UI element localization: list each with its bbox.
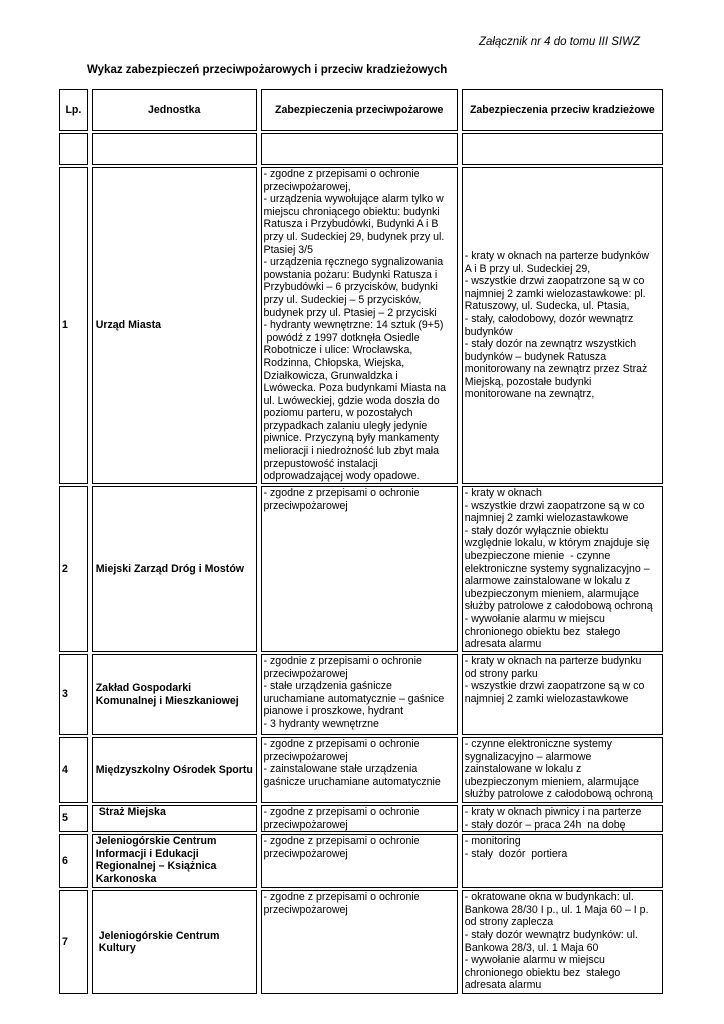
fire-protection-line: gaśnicze uruchamiane automatycznie — [263, 775, 441, 788]
theft-protection-line: służby patrolowe z całodobową ochroną — [464, 600, 653, 613]
fire-protection-line: przeciwpożarowej — [263, 903, 348, 916]
table-row — [59, 834, 663, 888]
fire-protection-cell — [261, 654, 458, 735]
fire-protection-line: pianowe i proszkowe, hydrant — [263, 705, 404, 718]
fire-protection-cell — [261, 834, 458, 888]
theft-protection-line: zainstalowane w lokalu z — [464, 763, 582, 776]
row-number: 3 — [59, 654, 88, 735]
theft-protection-cell — [462, 834, 663, 888]
fire-protection-cell — [261, 805, 458, 832]
row-number: 4 — [59, 737, 88, 803]
fire-protection-line: poziomu parteru, w pozostałych — [263, 407, 413, 420]
fire-protection-line: Działkowicza, Grunwaldzka i — [263, 369, 398, 382]
theft-protection-cell — [462, 805, 663, 832]
empty-row — [59, 133, 663, 165]
theft-protection-cell — [462, 737, 663, 803]
fire-protection-line: piwnice. Przyczyną były mankamenty — [263, 432, 439, 445]
fire-protection-line: przeciwpożarowej — [263, 499, 348, 512]
row-number: 5 — [59, 805, 88, 832]
theft-protection-line: ubezpieczone mienie - czynne — [464, 549, 611, 562]
theft-protection-cell — [462, 486, 663, 652]
row-number: 1 — [59, 167, 88, 484]
fire-protection-line: - zgodne z przepisami o ochronie — [263, 738, 420, 750]
unit-name: Jeleniogórskie Centrum Kultury — [92, 890, 257, 994]
fire-protection-line: przy ul. Sudeckiej – 5 przycisków, — [263, 293, 422, 306]
fire-protection-line: - zgodne z przepisami o ochronie — [263, 891, 420, 904]
fire-protection-line: Ptasiej 3/5 — [263, 243, 313, 256]
theft-protection-line: - kraty w oknach piwnicy i na parterze — [464, 806, 642, 818]
fire-protection-line: Przybudówki – 6 przycisków, budynki — [263, 281, 438, 294]
fire-protection-line: - urządzenia ręcznego sygnalizowania — [263, 256, 444, 269]
fire-protection-line: przepustowość instalacji — [263, 457, 378, 470]
fire-protection-line: Robotnicze i ulice: Wrocławska, — [263, 344, 413, 357]
security-table — [59, 89, 663, 994]
column-header-unit: Jednostka — [92, 89, 257, 131]
theft-protection-line: budynków – budynek Ratusza — [464, 350, 607, 363]
table-row — [59, 486, 663, 652]
theft-protection-line: - wszystkie drzwi zaopatrzone są w co — [464, 275, 645, 288]
column-header-fire: Zabezpieczenia przeciwpożarowe — [261, 89, 458, 131]
theft-protection-line: - czynne elektroniczne systemy — [464, 738, 612, 750]
fire-protection-line: - urządzenia wywołujące alarm tylko w — [263, 193, 444, 206]
theft-protection-line: - kraty w oknach na parterze budynków — [464, 249, 650, 262]
theft-protection-line: monitorowany na zewnątrz przez Straż — [464, 363, 648, 376]
theft-protection-line: A i B przy ul. Sudeckiej 29, — [464, 262, 591, 275]
attachment-note: Załącznik nr 4 do tomu III SIWZ — [478, 36, 640, 48]
theft-protection-line: adresata alarmu — [464, 979, 542, 992]
theft-protection-line: - stały dozór na zewnątrz wszystkich — [464, 338, 637, 351]
fire-protection-line: przeciwpożarowej, — [263, 180, 351, 193]
fire-protection-line: - 3 hydranty wewnętrzne — [263, 717, 379, 730]
fire-protection-line: odprowadzającej wody opadowe. — [263, 470, 420, 483]
fire-protection-line: - zgodne z przepisami o ochronie — [263, 168, 420, 180]
theft-protection-line: - wywołanie alarmu w miejscu — [464, 954, 605, 967]
table-row — [59, 654, 663, 735]
fire-protection-line: melioracji i niedrożność lub zbyt mała — [263, 445, 439, 458]
fire-protection-line: przeciwpożarowej — [263, 667, 348, 680]
fire-protection-line: ul. Lwóweckiej, gdzie woda doszła do — [263, 394, 440, 407]
theft-protection-line: alarmowe zainstalowane w lokalu z — [464, 575, 631, 588]
fire-protection-line: - zainstalowane stałe urządzenia — [263, 763, 418, 776]
table-row — [59, 805, 663, 832]
document-title: Wykaz zabezpieczeń przeciwpożarowych i przeciw kradzieżowych — [87, 64, 448, 76]
theft-protection-line: budynków — [464, 325, 513, 338]
theft-protection-line: sygnalizacyjno – alarmowe — [464, 750, 592, 763]
theft-protection-line: chronionego obiektu bez stałego — [464, 966, 621, 979]
theft-protection-line: Miejską, pozostałe budynki — [464, 375, 592, 388]
fire-protection-line: uruchamiane automatycznie – gaśnice — [263, 692, 445, 705]
fire-protection-line: Rodzinna, Chłopska, Wiejska, — [263, 356, 405, 369]
theft-protection-line: - stały dozór wyłącznie obiektu — [464, 524, 609, 537]
theft-protection-line: elektroniczne systemy sygnalizacyjno – — [464, 562, 650, 575]
unit-name: Straż Miejska — [92, 805, 257, 832]
fire-protection-line: - hydranty wewnętrzne: 14 sztuk (9+5) — [263, 319, 444, 332]
row-number: 7 — [59, 890, 88, 994]
fire-protection-line: przeciwpożarowej — [263, 818, 348, 831]
unit-name: Międzyszkolny Ośrodek Sportu — [92, 737, 257, 803]
theft-protection-cell — [462, 654, 663, 735]
theft-protection-line: - wywołanie alarmu w miejscu — [464, 612, 605, 625]
fire-protection-line: przypadkach zalaniu uległy jedynie — [263, 419, 428, 432]
theft-protection-line: - stały dozór portiera — [464, 847, 568, 860]
theft-protection-line: - wszystkie drzwi zaopatrzone są w co — [464, 499, 645, 512]
theft-protection-cell — [462, 167, 663, 484]
theft-protection-line: najmniej 2 zamki wielozastawkowe: pl. — [464, 287, 646, 300]
theft-protection-line: - stały dozór wewnątrz budynków: ul. — [464, 928, 638, 941]
unit-name: Urząd Miasta — [92, 167, 257, 484]
theft-protection-line: - okratowane okna w budynkach: ul. — [464, 891, 634, 904]
fire-protection-line: - zgodne z przepisami o ochronie — [263, 487, 420, 499]
theft-protection-line: monitorowane na zewnątrz, — [464, 388, 595, 401]
theft-protection-line: Bankowa 28/30 I p., ul. 1 Maja 60 – I p. — [464, 903, 649, 916]
column-header-lp: Lp. — [59, 89, 88, 131]
table-row — [59, 167, 663, 484]
fire-protection-line: - stałe urządzenia gaśnicze — [263, 680, 392, 693]
fire-protection-line: przy ul. Sudeckiej 29, budynek przy ul. — [263, 230, 445, 243]
unit-name: Zakład Gospodarki Komunalnej i Mieszkaniowej — [92, 654, 257, 735]
theft-protection-line: służby patrolowe z całodobową ochroną — [464, 788, 653, 801]
theft-protection-line: - stały dozór – praca 24h na dobę — [464, 818, 626, 831]
theft-protection-line: - monitoring — [464, 835, 521, 848]
theft-protection-line: ubezpieczonym mieniem, alarmujące — [464, 587, 640, 600]
unit-name: Miejski Zarząd Dróg i Mostów — [92, 486, 257, 652]
fire-protection-line: - zgodnie z przepisami o ochronie — [263, 655, 422, 667]
fire-protection-cell — [261, 737, 458, 803]
theft-protection-line: najmniej 2 zamki wielozastawkowe — [464, 512, 629, 525]
fire-protection-cell — [261, 486, 458, 652]
theft-protection-line: chronionego obiektu bez stałego — [464, 625, 621, 638]
theft-protection-line: - kraty w oknach — [464, 487, 542, 499]
fire-protection-line: - zgodne z przepisami o ochronie — [263, 806, 420, 818]
fire-protection-cell — [261, 167, 458, 484]
theft-protection-line: najmniej 2 zamki wielozastawkowe — [464, 692, 629, 705]
fire-protection-line: przeciwpożarowej — [263, 847, 348, 860]
fire-protection-line: - zgodne z przepisami o ochronie — [263, 835, 420, 848]
row-number: 6 — [59, 834, 88, 888]
fire-protection-line: Ratusza i Przybudówki, Budynki A i B — [263, 218, 439, 231]
theft-protection-line: adresata alarmu — [464, 638, 542, 651]
table-header-row — [59, 89, 663, 131]
column-header-theft: Zabezpieczenia przeciw kradzieżowe — [462, 89, 663, 131]
theft-protection-line: - wszystkie drzwi zaopatrzone są w co — [464, 680, 645, 693]
theft-protection-line: od strony parku — [464, 667, 538, 680]
fire-protection-line: powódź z 1997 dotknęła Osiedle — [263, 331, 420, 344]
fire-protection-line: budynek przy ul. Ptasiej – 2 przyciski — [263, 306, 437, 319]
theft-protection-line: - kraty w oknach na parterze budynku — [464, 655, 642, 667]
theft-protection-line: Ratuszowy, ul. Sudecka, ul. Ptasia, — [464, 300, 630, 313]
fire-protection-line: przeciwpożarowej — [263, 750, 348, 763]
table-row — [59, 737, 663, 803]
theft-protection-line: ubezpieczonym mieniem, alarmujące — [464, 775, 640, 788]
fire-protection-line: Lwówecka. Poza budynkami Miasta na — [263, 382, 447, 395]
fire-protection-cell — [261, 890, 458, 994]
theft-protection-line: - stały, całodobowy, dozór wewnątrz — [464, 312, 634, 325]
theft-protection-cell — [462, 890, 663, 994]
table-row — [59, 890, 663, 994]
row-number: 2 — [59, 486, 88, 652]
theft-protection-line: Bankowa 28/3, ul. 1 Maja 60 — [464, 941, 599, 954]
fire-protection-line: miejscu chroniącego obiektu: budynki — [263, 205, 440, 218]
theft-protection-line: od strony zaplecza — [464, 916, 554, 929]
fire-protection-line: powstania pożaru: Budynki Ratusza i — [263, 268, 438, 281]
theft-protection-line: względnie lokalu, w którym znajduje się — [464, 537, 650, 550]
unit-name: Jeleniogórskie Centrum Informacji i Edukacji Regionalnej – Książnica Karkonoska — [92, 834, 257, 888]
